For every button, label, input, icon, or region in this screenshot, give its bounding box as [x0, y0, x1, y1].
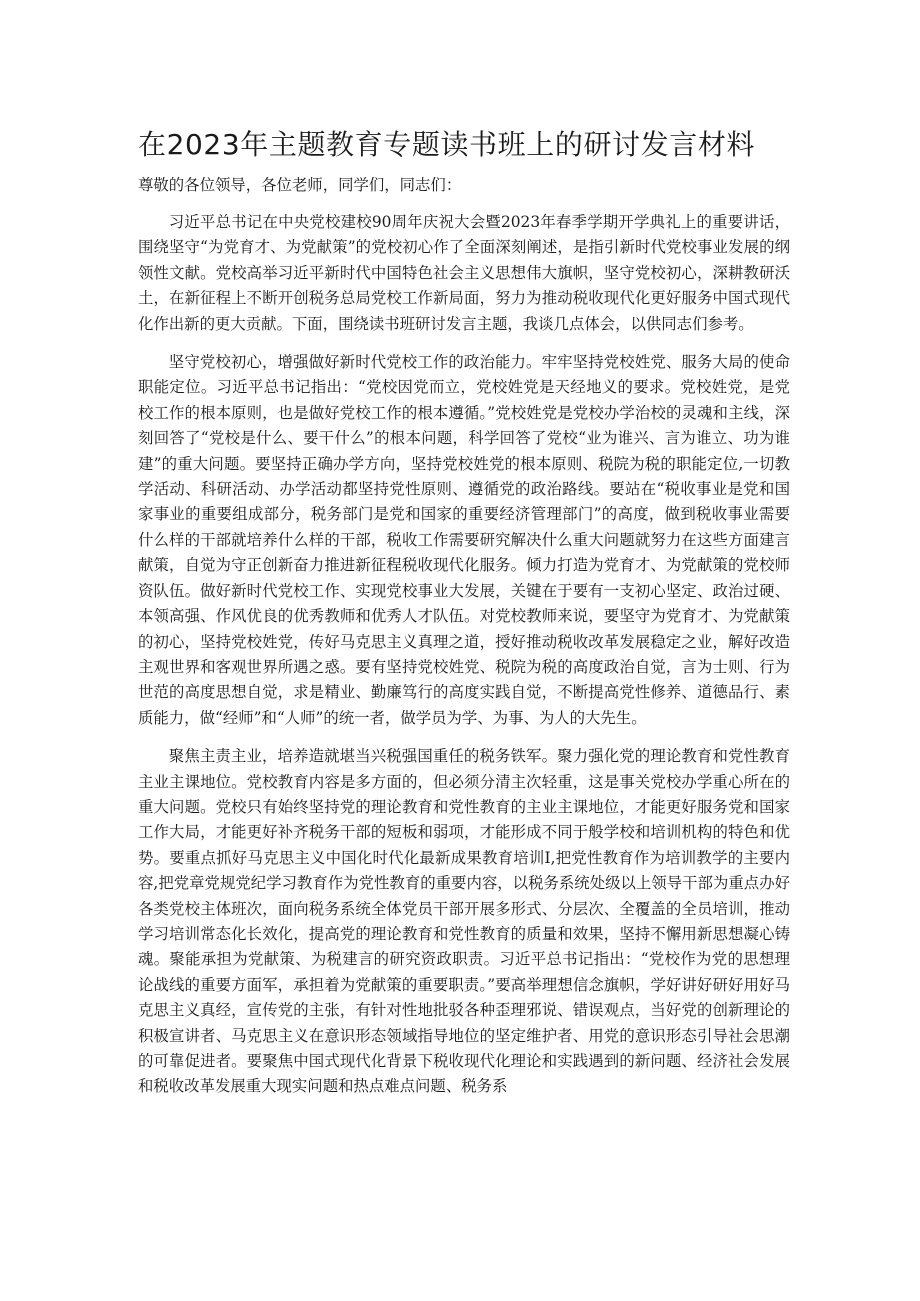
- paragraph-party-school-mission: 坚守党校初心，增强做好新时代党校工作的政治能力。牢牢坚持党校姓党、服务大局的使命职能定位。习近平总书记指出：“党校因党而立，党校姓党是天经地义的要求。党校姓党，是党校工作的根本原则，也是做好党校工作的根本遵循。”党校姓党是党校办学治校的灵魂和主线，深刻回答了“党校是什么、要干什么”的根本问题，科学回答了党校“业为谁兴、言为谁立、功为谁建”的重大问题。要坚持正确办学方向，坚持党校姓党的根本原则、税院为税的职能定位,一切教学活动、科研活动、办学活动都坚持党性原则、遵循党的政治路线。要站在“税收事业是党和国家事业的重要组成部分，税务部门是党和国家的重要经济管理部门”的高度，做到税收事业需要什么样的干部就培养什么样的干部，税收工作需要研究解决什么重大问题就努力在这些方面建言献策，自觉为守正创新奋力推进新征程税收现代化服务。倾力打造为党育才、为党献策的党校师资队伍。做好新时代党校工作、实现党校事业大发展，关键在于要有一支初心坚定、政治过硬、本领高强、作风优良的优秀教师和优秀人才队伍。对党校教师来说，要坚守为党育才、为党献策的初心，坚持党校姓党，传好马克思主义真理之道，授好推动税收改革发展稳定之业，解好改造主观世界和客观世界所遇之惑。要有坚持党校姓党、税院为税的高度政治自觉，言为士则、行为世范的高度思想自觉，求是精业、勤廉笃行的高度实践自觉，不断提高党性修养、道德品行、素质能力，做“经师”和“人师”的统一者，做学员为学、为事、为人的大先生。: [138, 353, 790, 727]
- paragraph-intro: 习近平总书记在中央党校建校90周年庆祝大会暨2023年春季学期开学典礼上的重要讲话，围绕坚守“为党育才、为党献策”的党校初心作了全面深刻阐述，是指引新时代党校事业发展的纲领性文献。党校高举习近平新时代中国特色社会主义思想伟大旗帜，坚守党校初心，深耕教研沃土，在新征程上不断开创税务总局党校工作新局面，努力为推动税收现代化更好服务中国式现代化作出新的更大贡献。下面，围绕读书班研讨发言主题，我谈几点体会，以供同志们参考。: [138, 213, 790, 333]
- greeting-line: 尊敬的各位领导，各位老师，同学们，同志们：: [138, 176, 462, 194]
- document-page: [138, 120, 790, 1113]
- paragraph-core-duties: 聚焦主责主业，培养造就堪当兴税强国重任的税务铁军。聚力强化党的理论教育和党性教育主业主课地位。党校教育内容是多方面的，但必须分清主次轻重，这是事关党校办学重心所在的重大问题。党校只有始终坚持党的理论教育和党性教育的主业主课地位，才能更好服务党和国家工作大局，才能更好补齐税务干部的短板和弱项，才能形成不同于般学校和培训机构的特色和优势。要重点抓好马克思主义中国化时代化最新成果教育培训I,把党性教育作为培训教学的主要内容,把党章党规党纪学习教育作为党性教育的重要内容，以税务系统处级以上领导干部为重点办好各类党校主体班次，面向税务系统全体党员干部开展多形式、分层次、全覆盖的全员培训，推动学习培训常态化长效化，提高党的理论教育和党性教育的质量和效果，坚持不懈用新思想凝心铸魂。聚能承担为党献策、为税建言的研究资政职责。习近平总书记指出：“党校作为党的思想理论战线的重要方面军，承担着为党献策的重要职责。”要高举理想信念旗帜，学好讲好研好用好马克思主义真经，宣传党的主张，有针对性地批驳各种歪理邪说、错误观点，当好党的创新理论的积极宣讲者、马克思主义在意识形态领域指导地位的坚定维护者、用党的意识形态引导社会思潮的可靠促进者。要聚焦中国式现代化背景下税收现代化理论和实践遇到的新问题、经济社会发展和税收改革发展重大现实问题和热点难点问题、税务系: [138, 747, 790, 1096]
- document-title: 在2023年主题教育专题读书班上的研讨发言材料: [138, 128, 756, 161]
